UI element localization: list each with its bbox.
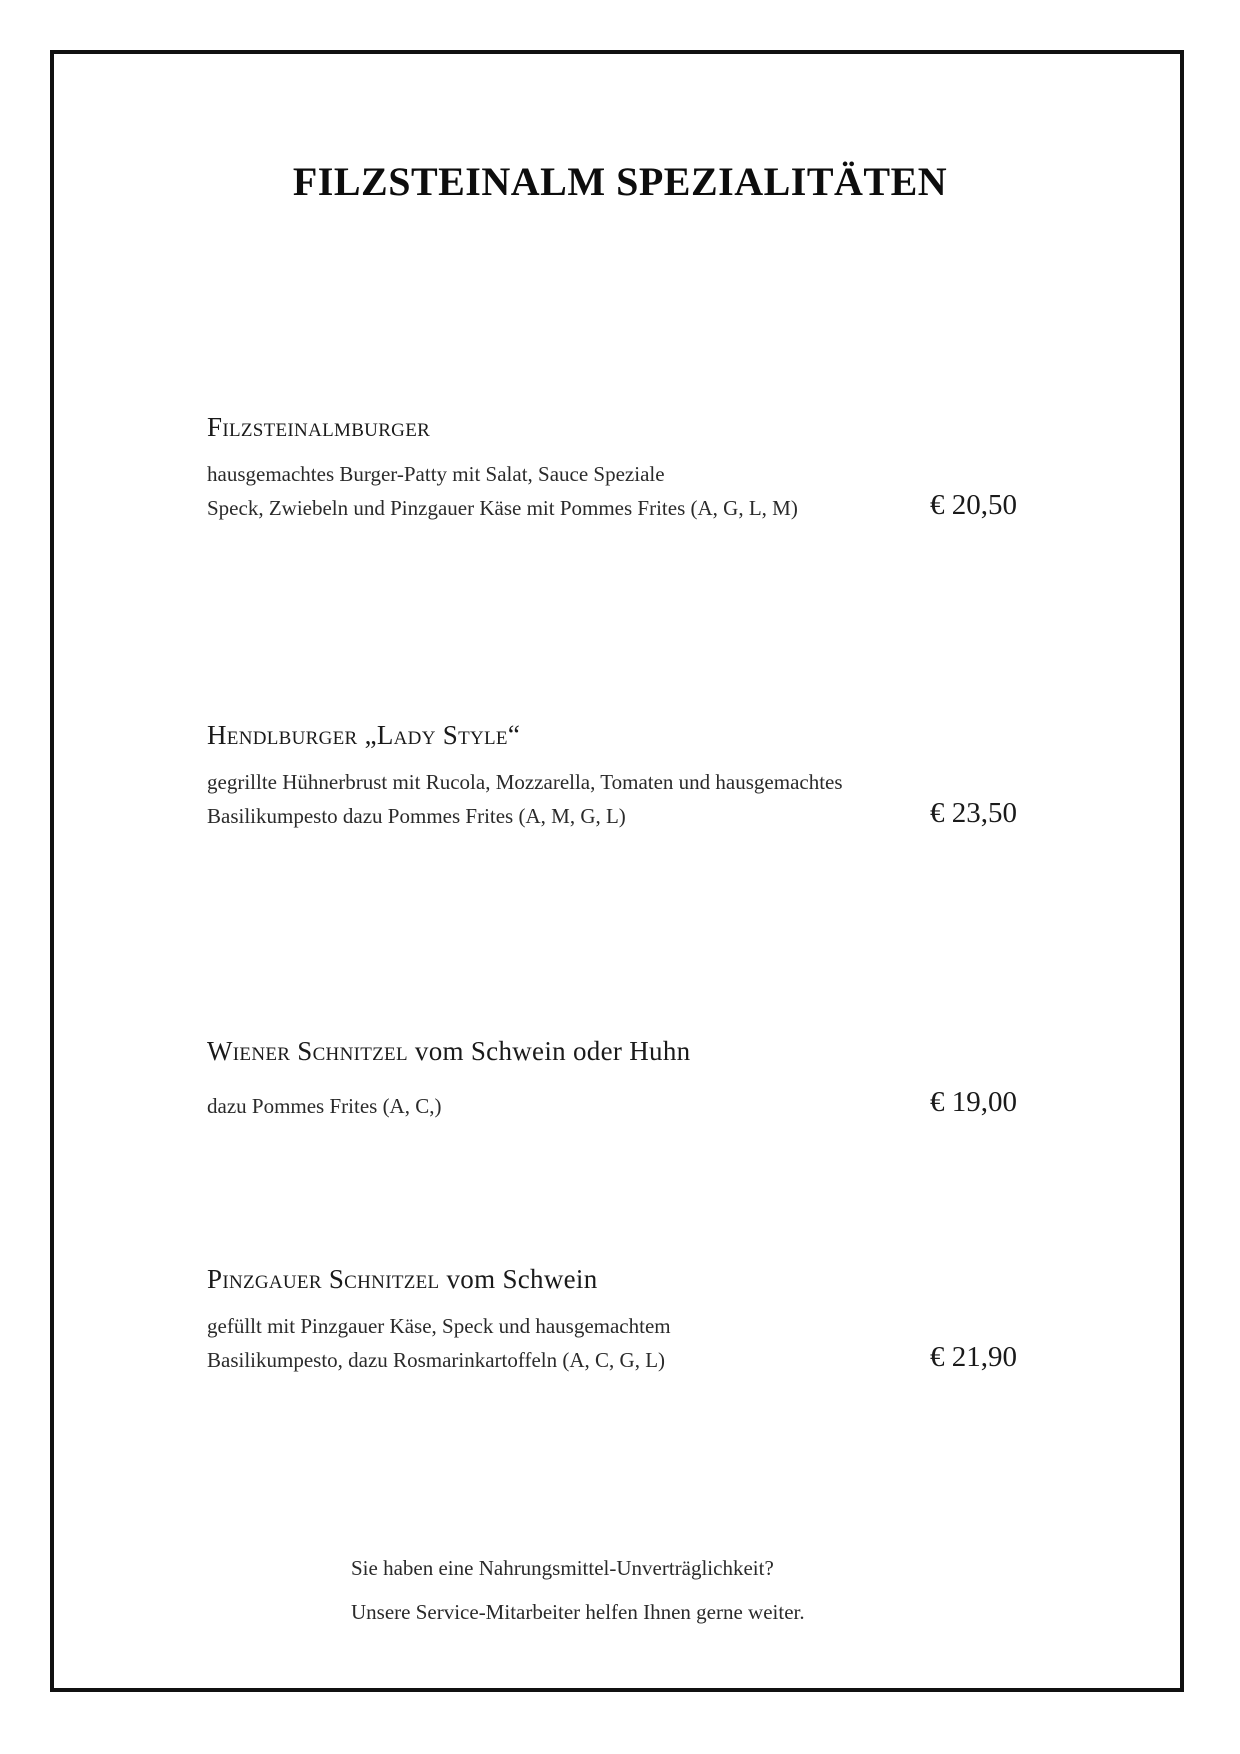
menu-item-description-line: hausgemachtes Burger-Patty mit Salat, Sauce Speziale (207, 462, 665, 486)
menu-item-price: € 20,50 (930, 489, 1017, 521)
menu-item-description-line: dazu Pommes Frites (A, C,) (207, 1094, 442, 1118)
menu-item-name (207, 720, 1027, 751)
menu-item-description-line: gegrillte Hühnerbrust mit Rucola, Mozzarella, Tomaten und hausgemachtes (207, 770, 843, 794)
menu-item-description-line: gefüllt mit Pinzgauer Käse, Speck und hausgemachtem (207, 1314, 671, 1338)
menu-item-price: € 19,00 (930, 1086, 1017, 1118)
menu-item-name (207, 1036, 1027, 1067)
menu-item-name (207, 412, 1027, 443)
menu-item-description-line: Basilikumpesto, dazu Rosmarinkartoffeln (A, C, G, L) (207, 1348, 666, 1372)
allergy-notice-question: Sie haben eine Nahrungsmittel-Unverträglichkeit? (351, 1556, 774, 1580)
page-border (50, 50, 1184, 1692)
menu-item (207, 1264, 1027, 1373)
allergy-notice-help: Unsere Service-Mitarbeiter helfen Ihnen gerne weiter. (351, 1600, 805, 1624)
menu-item-price: € 23,50 (930, 797, 1017, 829)
menu-item (207, 412, 1027, 521)
page-title: FILZSTEINALM SPEZIALITÄTEN (292, 159, 948, 204)
menu-item-title: Hendlburger „Lady Style“ (207, 720, 521, 750)
menu-item-name-suffix: vom Schwein oder Huhn (407, 1036, 691, 1066)
menu-item-description-line: Basilikumpesto dazu Pommes Frites (A, M, G, L) (207, 804, 626, 828)
menu-item-title: Wiener Schnitzel (207, 1036, 408, 1066)
menu-item-price: € 21,90 (930, 1341, 1017, 1373)
menu-item-name-suffix: vom Schwein (439, 1264, 598, 1294)
menu-item-title: Pinzgauer Schnitzel (207, 1264, 440, 1294)
menu-item (207, 720, 1027, 829)
menu-item-name (207, 1264, 1027, 1295)
menu-item-title: Filzsteinalmburger (207, 412, 431, 442)
menu-item (207, 1036, 1027, 1118)
menu-item-description-line: Speck, Zwiebeln und Pinzgauer Käse mit Pommes Frites (A, G, L, M) (207, 496, 798, 520)
